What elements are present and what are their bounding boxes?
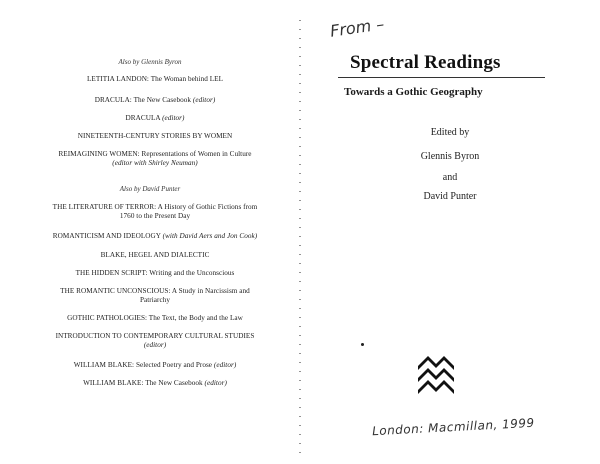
- book-title-line2: 1760 to the Present Day: [119, 212, 191, 220]
- book-title: INTRODUCTION TO CONTEMPORARY CULTURAL STUDIES: [55, 332, 255, 340]
- handwritten-note-top: From –: [328, 14, 386, 41]
- title-rule: [338, 77, 545, 78]
- book-note: (editor): [213, 361, 237, 369]
- ink-speck: [361, 343, 364, 346]
- book-entry: [10, 269, 300, 278]
- book-title: WILLIAM BLAKE: Selected Poetry and Prose: [73, 361, 213, 369]
- punter-heading: Also by David Punter: [119, 185, 181, 193]
- book-title: THE ROMANTIC UNCONSCIOUS: A Study in Narcissism and: [60, 287, 250, 295]
- book-entry: [10, 132, 300, 141]
- book-title: DRACULA: [125, 114, 161, 122]
- book-title: LETITIA LANDON: The Woman behind LEL: [86, 75, 224, 83]
- book-title: DRACULA: The New Casebook: [94, 96, 192, 104]
- handwritten-note-bottom: London: Macmillan, 1999: [371, 415, 535, 439]
- book-entry: [10, 150, 300, 168]
- book-note: (editor): [192, 96, 216, 104]
- book-subtitle: Towards a Gothic Geography: [344, 86, 483, 98]
- macmillan-logo-icon: [418, 352, 454, 401]
- book-entry: [10, 232, 300, 241]
- book-entry: [10, 75, 300, 84]
- book-title-line2: Patriarchy: [139, 296, 171, 304]
- book-note: (editor): [162, 114, 185, 122]
- book-title: WILLIAM BLAKE: The New Casebook: [83, 379, 203, 387]
- editor-name: Glennis Byron: [420, 151, 480, 162]
- book-title: GOTHIC PATHOLOGIES: The Text, the Body and the Law: [67, 314, 243, 322]
- book-entry: [10, 332, 300, 350]
- book-entry: [10, 361, 300, 370]
- book-entry: [10, 203, 300, 221]
- book-title: THE HIDDEN SCRIPT: Writing and the Unconscious: [75, 269, 235, 277]
- book-note: (editor): [204, 379, 227, 387]
- book-entry: [10, 379, 300, 388]
- edited-by-label: Edited by: [430, 127, 470, 138]
- and-label: and: [442, 172, 458, 183]
- book-title: ROMANTICISM AND IDEOLOGY: [52, 232, 161, 240]
- book-title-main: Spectral Readings: [350, 52, 501, 73]
- book-title: NINETEENTH-CENTURY STORIES BY WOMEN: [77, 132, 233, 140]
- book-entry: [10, 114, 300, 123]
- book-note: (with David Aers and Jon Cook): [162, 232, 258, 240]
- book-note: (editor): [143, 341, 167, 349]
- book-title: BLAKE, HEGEL AND DIALECTIC: [100, 251, 210, 259]
- book-entry: [10, 314, 300, 323]
- byron-heading: Also by Glennis Byron: [118, 58, 182, 66]
- book-entry: [10, 251, 300, 260]
- book-note: (editor with Shirley Neuman): [112, 159, 198, 167]
- book-entry: [10, 96, 300, 105]
- book-title: THE LITERATURE OF TERROR: A History of Gothic Fictions from: [52, 203, 258, 211]
- book-title: REIMAGINING WOMEN: Representations of Women in Culture: [58, 150, 252, 158]
- book-entry: [10, 287, 300, 305]
- editor-name: David Punter: [423, 191, 477, 202]
